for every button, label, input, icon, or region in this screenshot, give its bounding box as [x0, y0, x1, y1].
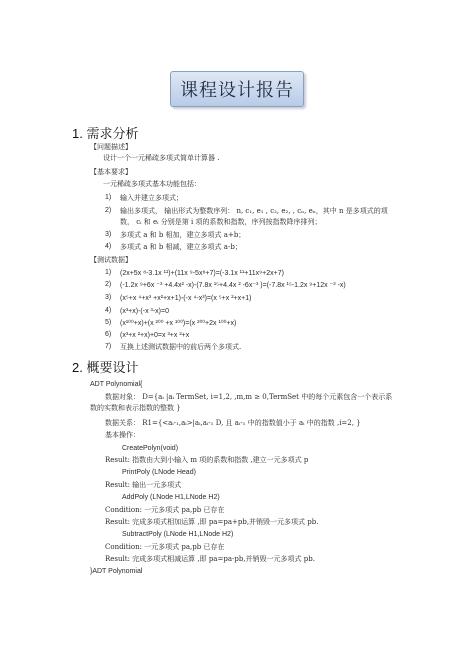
- operation-name: CreatePolyn(void): [122, 445, 179, 452]
- problem-text: 设计一个一元稀疏多项式简单计算器 .: [103, 154, 220, 162]
- report-title-box: [170, 71, 304, 107]
- test-num: 2): [105, 281, 112, 288]
- test-num: 4): [105, 307, 112, 314]
- basic-ops-label: 基本操作：: [105, 431, 140, 439]
- operation-condition: Condition: 一元多项式 pa,pb 已存在: [105, 543, 225, 551]
- test-case: (x¹⁰⁰+x)+(x ²⁰⁰ +x ¹⁰⁰)=(x ²⁰⁰+2x ¹⁰⁰+x): [120, 320, 237, 327]
- operation-result: Result: 输出一元多项式: [105, 481, 182, 489]
- adt-open: ADT Polynomial{: [90, 381, 143, 388]
- section1-heading: 1. 需求分析: [72, 126, 139, 141]
- req-num: 1): [105, 194, 112, 201]
- adt-close: }ADT Polynomial: [90, 568, 143, 575]
- req-text: 数， cᵢ 和 eᵢ 分别是第 i 项的系数和指数，序列按指数降序排列；: [120, 218, 322, 226]
- test-case: (x³+x ²+x)+0=x ³+x ²+x: [120, 332, 190, 339]
- test-num: 3): [105, 294, 112, 301]
- data-relation-line: 数据关系： R1={<aᵢ-₁,aᵢ>|aᵢ,aᵢ-₁ D, 且 aᵢ-₁ 中的指数值小于 aᵢ 中的指数 ,i=2, }: [105, 419, 361, 427]
- req-num: 3): [105, 231, 112, 238]
- operation-name: AddPoly (LNode H1,LNode H2): [122, 494, 220, 501]
- test-case: (x³+x)-(-x ³-x)=0: [120, 308, 169, 315]
- operation-condition: Condition: 一元多项式 pa,pb 已存在: [105, 506, 225, 514]
- problem-tag: 【问题描述】: [90, 143, 132, 151]
- test-num: 1): [105, 269, 112, 276]
- req-text: 输入并建立多项式；: [120, 194, 183, 202]
- basic-intro: 一元稀疏多项式基本功能包括：: [103, 180, 201, 188]
- test-num: 5): [105, 319, 112, 326]
- test-num: 6): [105, 331, 112, 338]
- test-case: (2x+5x ⁸-3.1x ¹¹)+(11x ⁹-5x⁸+7)=(-3.1x ¹¹+11x⁹+2x+7): [120, 270, 284, 277]
- req-num: 4): [105, 243, 112, 250]
- req-text: 输出多项式， 输出形式为整数序列： n, c₁, e₁ , c₂, e₂, , cₙ, eₙ，其中 n 是多项式的项: [120, 207, 388, 215]
- operation-result: Result: 完成多项式相减运算 ,即 pa=pa-pb,并销毁一元多项式 pb.: [105, 555, 315, 563]
- operation-name: SubtractPoly (LNode H1,LNode H2): [122, 531, 234, 538]
- section2-heading: 2. 概要设计: [72, 360, 139, 375]
- test-case: 互换上述测试数据中的前后两个多项式.: [120, 343, 242, 351]
- data-object-line: 数的实数和表示指数的整数 }: [90, 404, 181, 412]
- operation-name: PrintPoly (LNode Head): [122, 469, 196, 476]
- test-num: 7): [105, 343, 112, 350]
- test-tag: 【测试数据】: [90, 256, 132, 264]
- req-text: 多项式 a 和 b 相加，建立多项式 a+b；: [120, 231, 246, 239]
- req-text: 多项式 a 和 b 相减，建立多项式 a-b；: [120, 243, 242, 251]
- operation-result: Result: 指数由大到小输入 m 项的系数和指数 ,建立一元多项式 p: [105, 456, 309, 464]
- req-num: 2): [105, 207, 112, 214]
- data-object-line: 数据对象： D={aᵢ |aᵢ TermSet, i=1,2, ,m,m ≥ 0,TermSet 中的每个元素包含一个表示系: [105, 393, 393, 401]
- report-title: 课程设计报告: [180, 80, 294, 101]
- basic-tag: 【基本要求】: [90, 168, 132, 176]
- test-case: (x⁵+x ⁴+x³ +x²+x+1)-(-x ⁴-x³)=(x ⁵+x ²+x+1): [120, 295, 252, 302]
- operation-result: Result: 完成多项式相加运算 ,即 pa=pa+pb,并销毁一元多项式 pb.: [105, 518, 319, 526]
- test-case: (-1.2x ⁹+6x ⁻³ +4.4x² -x)-(7.8x ¹⁵+4.4x ² -6x⁻³ )=(-7.8x ¹⁵-1.2x ⁹+12x ⁻³ -x): [120, 282, 346, 289]
